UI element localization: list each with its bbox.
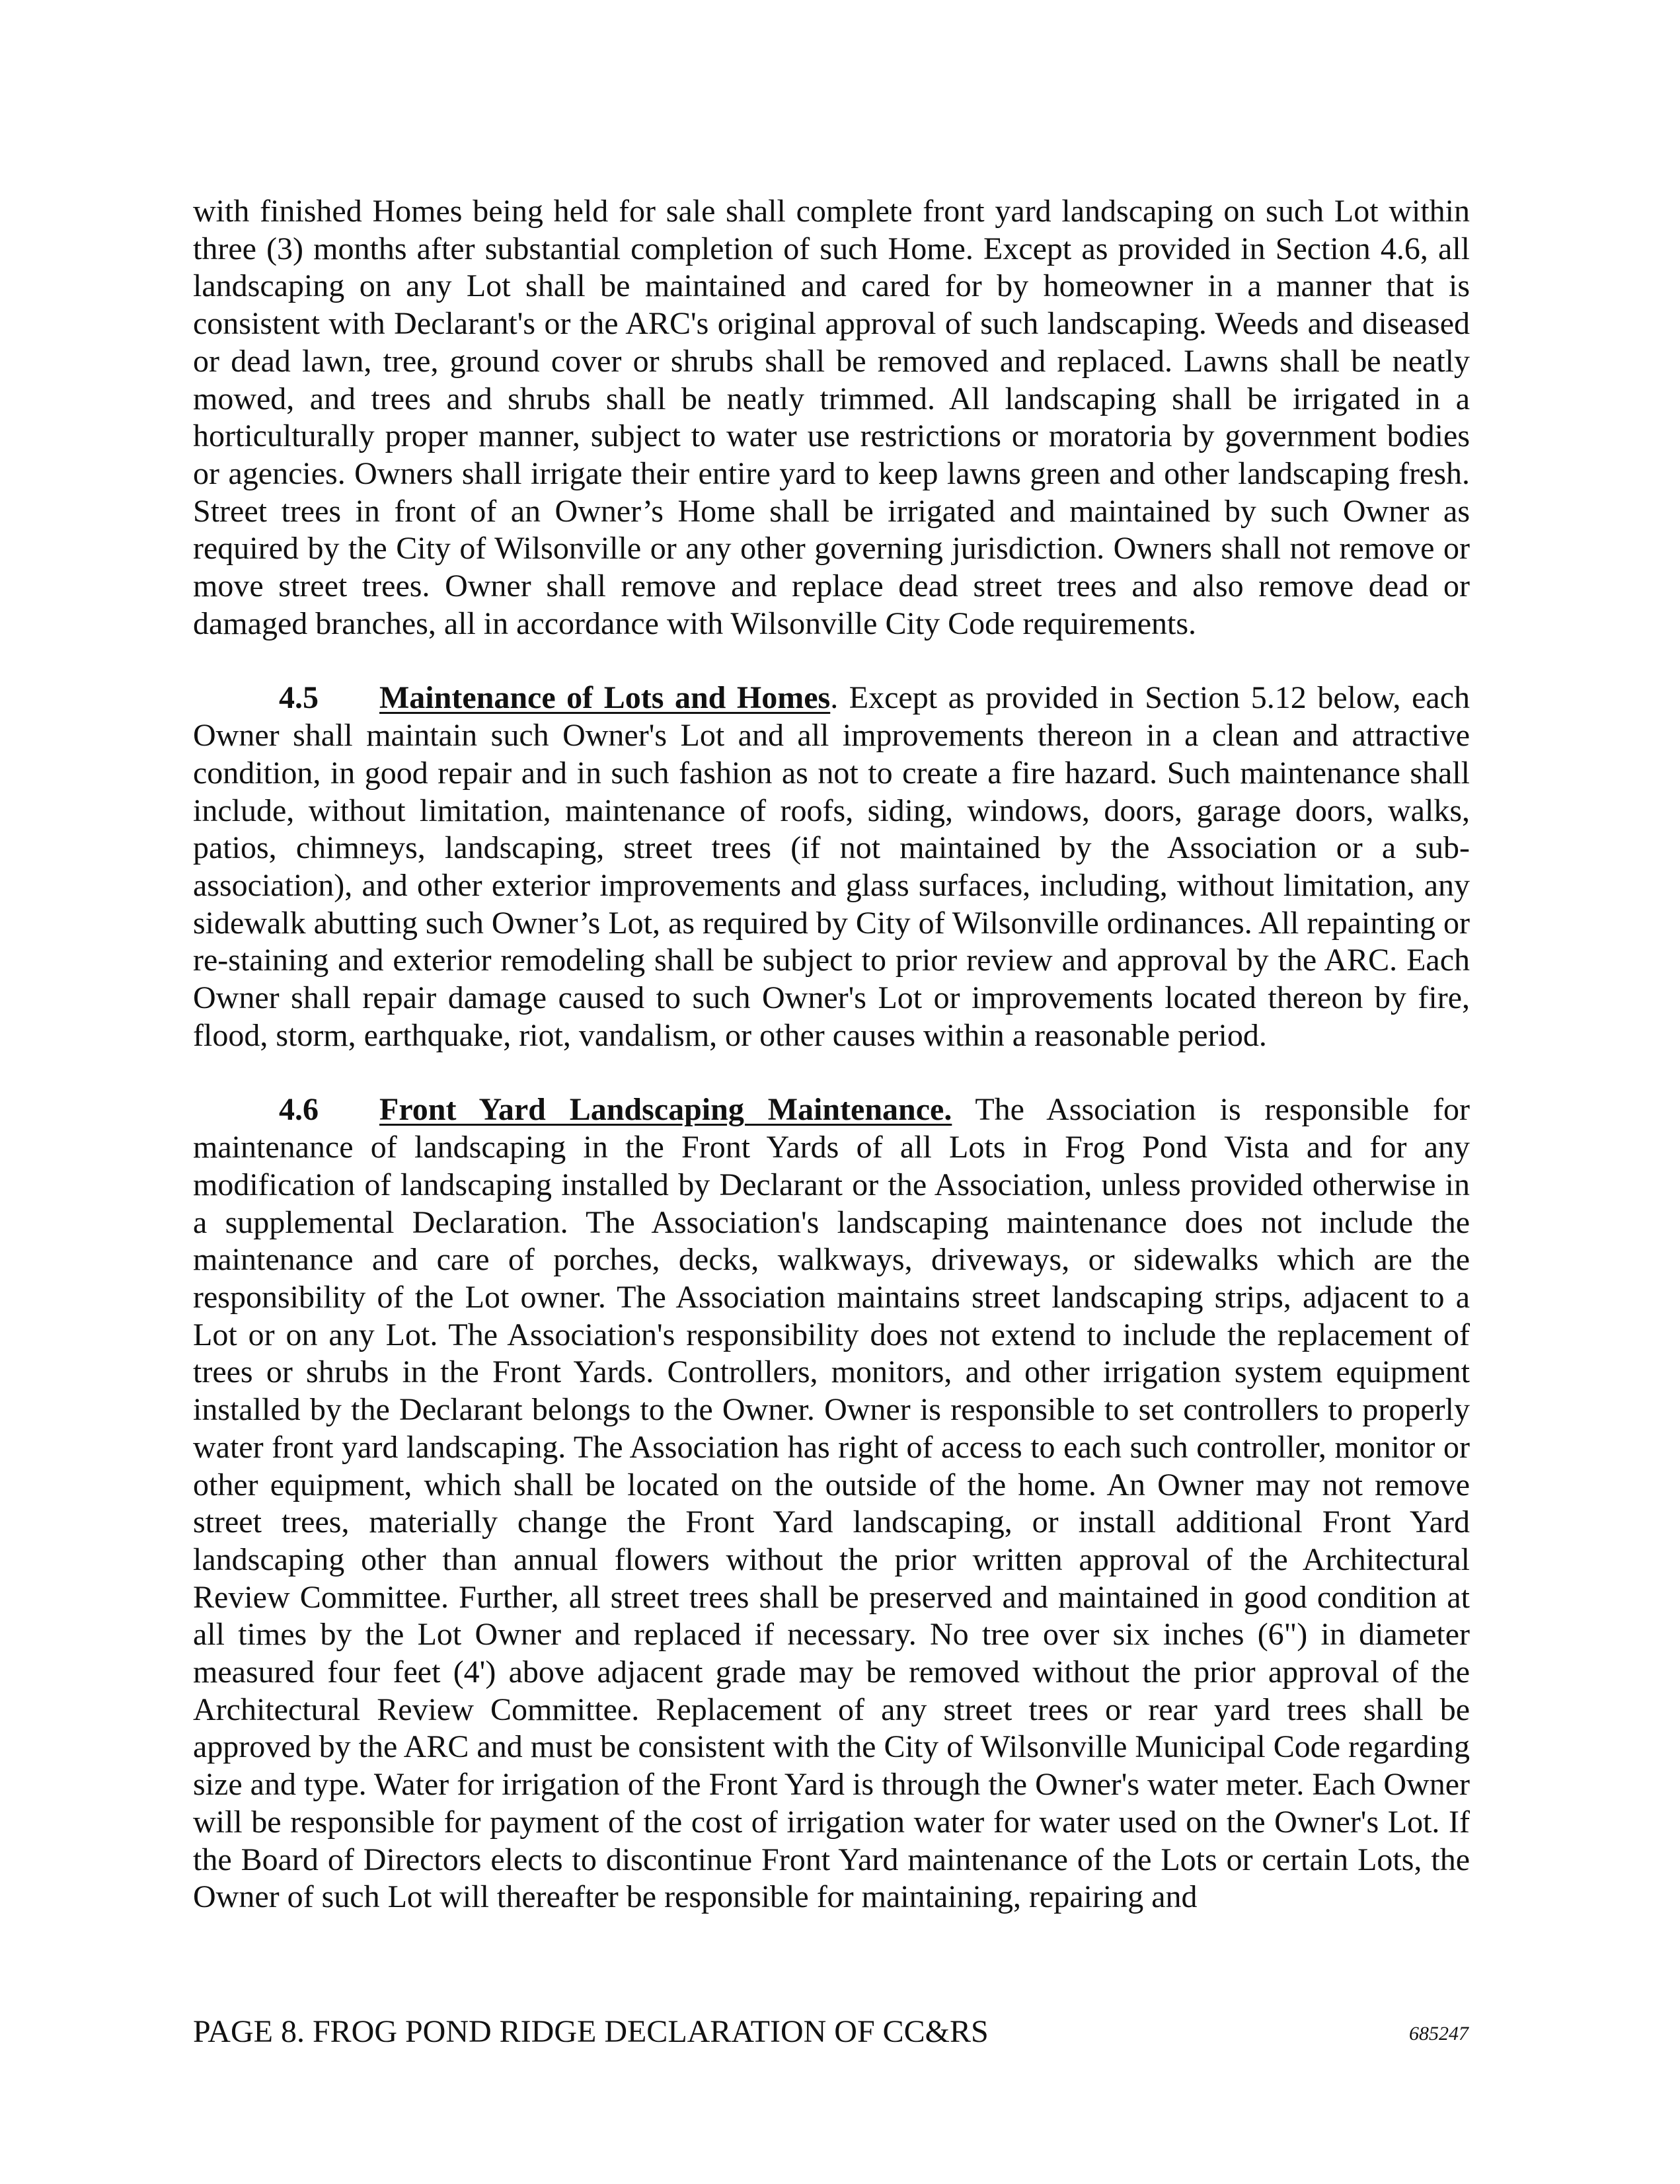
section-number: 4.6 bbox=[279, 1092, 319, 1128]
continuation-paragraph: with finished Homes being held for sale shall complete front yard landscaping on such Lot within three (3) months after substantial completion of such Home. Except as provided in Section 4.6, all landscaping on any Lot shall be maintained and cared for by homeowner in a manner that is consistent with Declarant's or the ARC's original approval of such landscaping. Weeds and diseased or dead lawn, tree, ground cover or shrubs shall be removed and replaced. Lawns shall be neatly mowed, and trees and shrubs shall be neatly trimmed. All landscaping shall be irrigated in a horticulturally proper manner, subject to water use restrictions or moratoria by government bodies or agencies. Owners shall irrigate their entire yard to keep lawns green and other landscaping fresh. Street trees in front of an Owner’s Home shall be irrigated and maintained by such Owner as required by the City of Wilsonville or any other governing jurisdiction. Owners shall not remove or move street trees. Owner shall remove and replace dead street trees and also remove dead or damaged branches, all in accordance with Wilsonville City Code requirements. bbox=[193, 194, 1470, 641]
section-4-6-paragraph bbox=[193, 1091, 1470, 1916]
section-4-5-paragraph bbox=[193, 680, 1470, 1054]
section-body-text: The Association is responsible for maintenance of landscaping in the Front Yards of all Lots in Frog Pond Vista and for any modification of landscaping installed by Declarant or the Association, unless provided otherwise in a supplemental Declaration. The Association's landscaping maintenance does not include the maintenance and care of porches, decks, walkways, driveways, or sidewalks which are the responsibility of the Lot owner. The Association maintains street landscaping strips, adjacent to a Lot or on any Lot. The Association's responsibility does not extend to include the replacement of trees or shrubs in the Front Yards. Controllers, monitors, and other irrigation system equipment installed by the Declarant belongs to the Owner. Owner is responsible to set controllers to properly water front yard landscaping. The Association has right of access to each such controller, monitor or other equipment, which shall be located on the outside of the home. An Owner may not remove street trees, materially change the Front Yard landscaping, or install additional Front Yard landscaping other than annual flowers without the prior written approval of the Architectural Review Committee. Further, all street trees shall be preserved and maintained in good condition at all times by the Lot Owner and replaced if necessary. No tree over six inches (6") in diameter measured four feet (4') above adjacent grade may be removed without the prior approval of the Architectural Review Committee. Replacement of any street trees or rear yard trees shall be approved by the ARC and must be consistent with the City of Wilsonville Municipal Code regarding size and type. Water for irrigation of the Front Yard is through the Owner's water meter. Each Owner will be responsible for payment of the cost of irrigation water for water used on the Owner's Lot. If the Board of Directors elects to discontinue Front Yard maintenance of the Lots or certain Lots, the Owner of such Lot will thereafter be responsible for maintaining, repairing and bbox=[193, 1092, 1470, 1915]
footer-page-label: PAGE 8. FROG POND RIDGE DECLARATION OF CC&RS bbox=[193, 2014, 989, 2049]
section-title: Front Yard Landscaping Maintenance. bbox=[379, 1092, 952, 1128]
section-title: Maintenance of Lots and Homes bbox=[379, 680, 831, 716]
section-body-text: Except as provided in Section 5.12 below, each Owner shall maintain such Owner's Lot and all improvements thereon in a clean and attractive condition, in good repair and in such fashion as not to create a fire hazard. Such maintenance shall include, without limitation, maintenance of roofs, siding, windows, doors, garage doors, walks, patios, chimneys, landscaping, street trees (if not maintained by the Association or a sub-association), and other exterior improvements and glass surfaces, including, without limitation, any sidewalk abutting such Owner’s Lot, as required by City of Wilsonville ordinances. All repainting or re-staining and exterior remodeling shall be subject to prior review and approval by the ARC. Each Owner shall repair damage caused to such Owner's Lot or improvements located thereon by fire, flood, storm, earthquake, riot, vandalism, or other causes within a reasonable period. bbox=[193, 680, 1470, 1053]
section-number: 4.5 bbox=[279, 680, 319, 716]
document-body bbox=[193, 193, 1470, 1916]
footer-document-number: 685247 bbox=[1409, 2023, 1469, 2045]
section-title-punctuation: . bbox=[830, 680, 839, 716]
page-footer bbox=[193, 2013, 1475, 2053]
